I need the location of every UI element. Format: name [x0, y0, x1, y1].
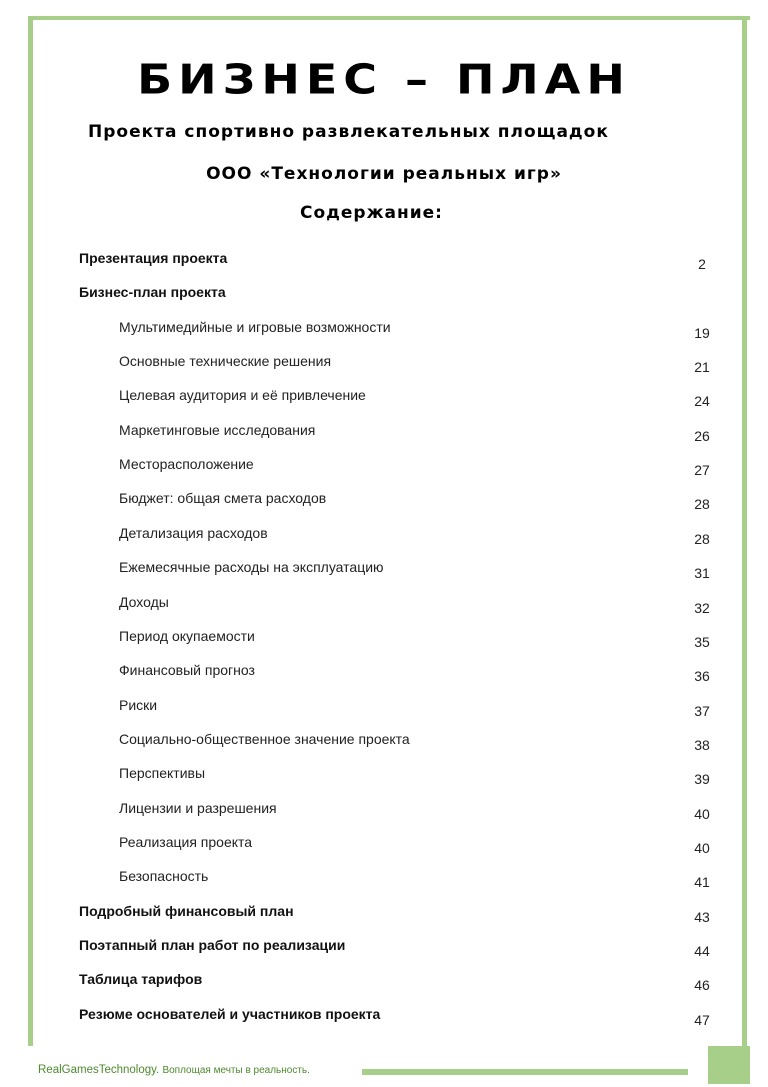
toc-entry[interactable] — [0, 456, 768, 480]
toc-entry-label: Финансовый прогноз — [119, 662, 255, 678]
toc-entry-label: Маркетинговые исследования — [119, 422, 316, 438]
toc-entry[interactable] — [0, 594, 768, 618]
toc-entry-label: Основные технические решения — [119, 353, 332, 369]
toc-entry-label: Таблица тарифов — [79, 971, 203, 987]
toc-entry-page: 24 — [694, 393, 710, 409]
frame-top-border — [28, 16, 750, 20]
toc-entry-page: 31 — [694, 565, 710, 581]
toc-entry-label: Безопасность — [119, 868, 209, 884]
toc-entry-page: 36 — [694, 668, 710, 684]
toc-entry-page: 35 — [694, 634, 710, 650]
toc-entry-page: 46 — [694, 977, 710, 993]
toc-entry[interactable] — [0, 1006, 768, 1030]
toc-entry-label: Подробный финансовый план — [79, 903, 294, 919]
toc-entry-label: Бюджет: общая смета расходов — [119, 490, 327, 506]
toc-entry-page: 19 — [694, 325, 710, 341]
toc-entry[interactable] — [0, 353, 768, 377]
toc-entry[interactable] — [0, 662, 768, 686]
toc-entry-page: 40 — [694, 840, 710, 856]
toc-entry-label: Детализация расходов — [119, 525, 268, 541]
toc-entry[interactable] — [0, 834, 768, 858]
toc-entry-page: 40 — [694, 806, 710, 822]
toc-entry-label: Реализация проекта — [119, 834, 253, 850]
toc-entry-label: Лицензии и разрешения — [119, 800, 277, 816]
toc-entry-page: 43 — [694, 909, 710, 925]
toc-entry[interactable] — [0, 800, 768, 824]
footer-brand: RealGamesTechnology. — [38, 1064, 160, 1076]
toc-entry-page: 47 — [694, 1012, 710, 1028]
toc-entry[interactable] — [0, 559, 768, 583]
toc-entry[interactable] — [0, 903, 768, 927]
toc-entry[interactable] — [0, 422, 768, 446]
toc-entry-label: Риски — [119, 697, 158, 713]
toc-entry-label: Перспективы — [119, 765, 206, 781]
toc-entry-label: Мультимедийные и игровые возможности — [119, 319, 391, 335]
toc-entry-label: Доходы — [119, 594, 169, 610]
toc-entry[interactable] — [0, 628, 768, 652]
toc-entry-page: 21 — [694, 359, 710, 375]
toc-entry-label: Месторасположение — [119, 456, 254, 472]
toc-entry[interactable] — [0, 731, 768, 755]
toc-entry[interactable] — [0, 525, 768, 549]
company-name: ООО «Технологии реальных игр» — [206, 164, 562, 184]
toc-entry[interactable] — [0, 284, 768, 308]
toc-entry-page: 28 — [694, 496, 710, 512]
toc-entry-page: 38 — [694, 737, 710, 753]
document-title: БИЗНЕС – ПЛАН — [137, 54, 631, 104]
footer-tagline: Воплощая мечты в реальность. — [162, 1065, 310, 1076]
toc-entry-page: 32 — [694, 600, 710, 616]
footer-text — [38, 1064, 310, 1076]
footer-divider-line — [362, 1069, 688, 1075]
toc-entry[interactable] — [0, 697, 768, 721]
toc-entry[interactable] — [0, 868, 768, 892]
toc-entry-page: 28 — [694, 531, 710, 547]
toc-entry-page: 41 — [694, 874, 710, 890]
toc-entry[interactable] — [0, 971, 768, 995]
toc-entry-label: Презентация проекта — [79, 250, 228, 266]
toc-entry-label: Период окупаемости — [119, 628, 255, 644]
toc-entry[interactable] — [0, 937, 768, 961]
toc-entry[interactable] — [0, 250, 768, 274]
document-subtitle: Проекта спортивно развлекательных площадок — [88, 122, 609, 142]
toc-entry[interactable] — [0, 490, 768, 514]
toc-entry-page: 26 — [694, 428, 710, 444]
toc-entry-page: 27 — [694, 462, 710, 478]
contents-heading: Содержание: — [300, 203, 443, 223]
toc-entry-label: Целевая аудитория и её привлечение — [119, 387, 366, 403]
toc-entry-page: 2 — [698, 256, 706, 272]
toc-entry-label: Социально-общественное значение проекта — [119, 731, 410, 747]
toc-entry-label: Резюме основателей и участников проекта — [79, 1006, 381, 1022]
toc-entry-label: Поэтапный план работ по реализации — [79, 937, 346, 953]
toc-entry[interactable] — [0, 319, 768, 343]
toc-entry-label: Бизнес-план проекта — [79, 284, 226, 300]
toc-entry-page: 44 — [694, 943, 710, 959]
page-corner-block — [708, 1046, 750, 1084]
toc-entry-page: 39 — [694, 771, 710, 787]
toc-entry[interactable] — [0, 387, 768, 411]
toc-entry-page: 37 — [694, 703, 710, 719]
toc-entry[interactable] — [0, 765, 768, 789]
toc-entry-label: Ежемесячные расходы на эксплуатацию — [119, 559, 384, 575]
